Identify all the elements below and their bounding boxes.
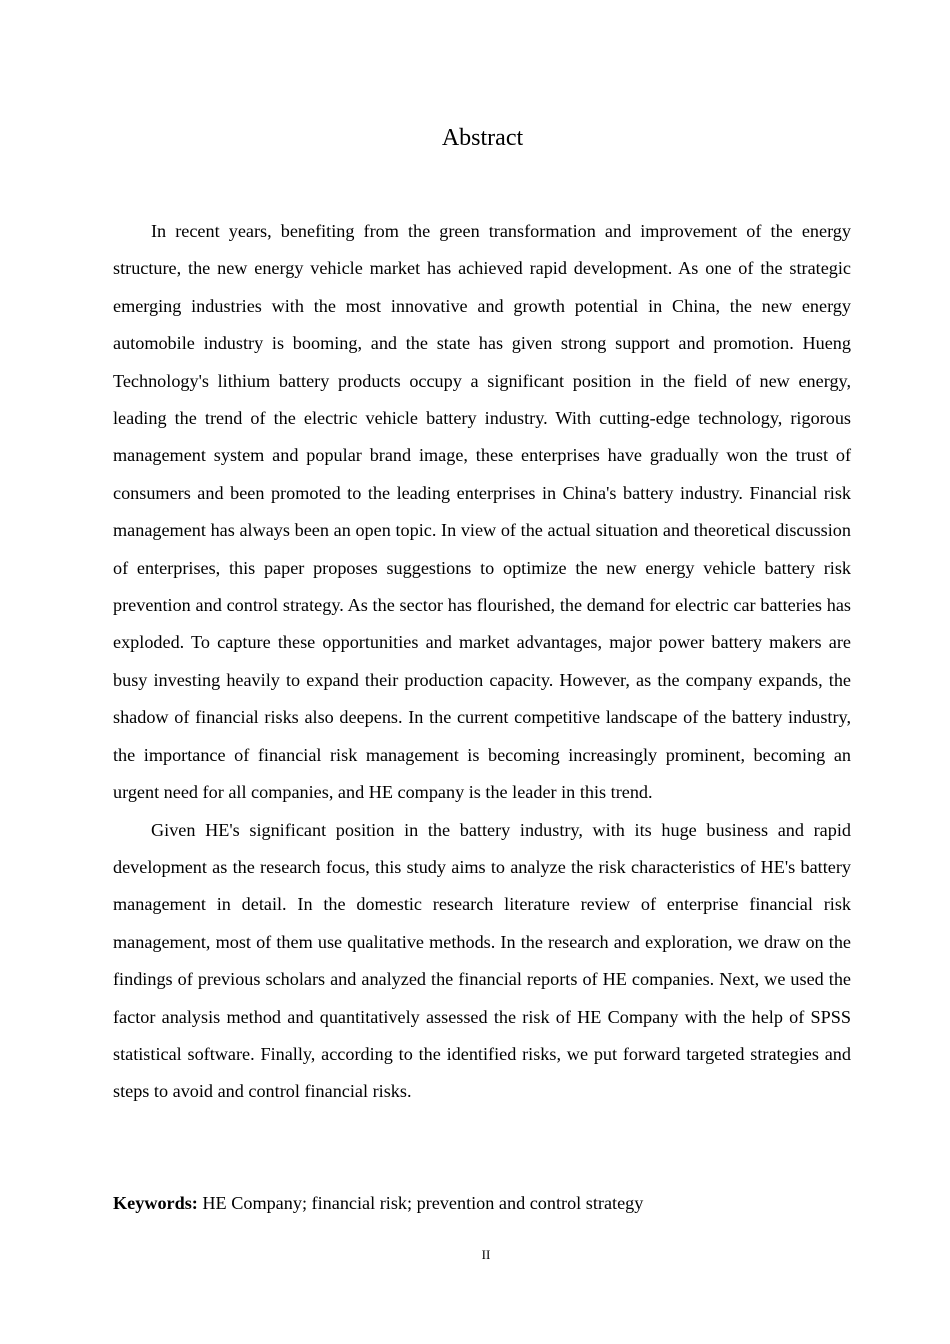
abstract-paragraph-2: Given HE's significant position in the battery industry, with its huge business and rapid development as the research focus, this study aims to analyze the risk characteristics of HE's battery management in detail. In the domestic research literature review of enterprise financial risk management, most of them use qualitative methods. In the research and exploration, we draw on the findings of previous scholars and analyzed the financial reports of HE companies. Next, we used the factor analysis method and quantitatively assessed the risk of HE Company with the help of SPSS statistical software. Finally, according to the identified risks, we put forward targeted strategies and steps to avoid and control financial risks.: [113, 819, 851, 1102]
abstract-paragraph-1: In recent years, benefiting from the green transformation and improvement of the energy structure, the new energy vehicle market has achieved rapid development. As one of the strategic emerging industries with the most innovative and growth potential in China, the new energy automobile industry is booming, and the state has given strong support and promotion. Hueng Technology's lithium battery products occupy a significant position in the field of new energy, leading the trend of the electric vehicle battery industry. With cutting-edge technology, rigorous management system and popular brand image, these enterprises have gradually won the trust of consumers and been promoted to the leading enterprises in China's battery industry. Financial risk management has always been an open topic. In view of the actual situation and theoretical discussion of enterprises, this paper proposes suggestions to optimize the new energy vehicle battery risk prevention and control strategy. As the sector has flourished, the demand for electric car batteries has exploded. To capture these opportunities and market advantages, major power battery makers are busy investing heavily to expand their production capacity. However, as the company expands, the shadow of financial risks also deepens. In the current competitive landscape of the battery industry, the importance of financial risk management is becoming increasingly prominent, becoming an urgent need for all companies, and HE company is the leader in this trend.: [113, 221, 851, 803]
page-number: II: [481, 1247, 491, 1262]
abstract-body: [113, 213, 851, 1111]
keywords-line: [113, 1188, 851, 1218]
keywords-label: Keywords:: [113, 1193, 198, 1213]
keywords-text: HE Company; financial risk; prevention and control strategy: [197, 1193, 644, 1213]
page-title: Abstract: [441, 125, 524, 151]
